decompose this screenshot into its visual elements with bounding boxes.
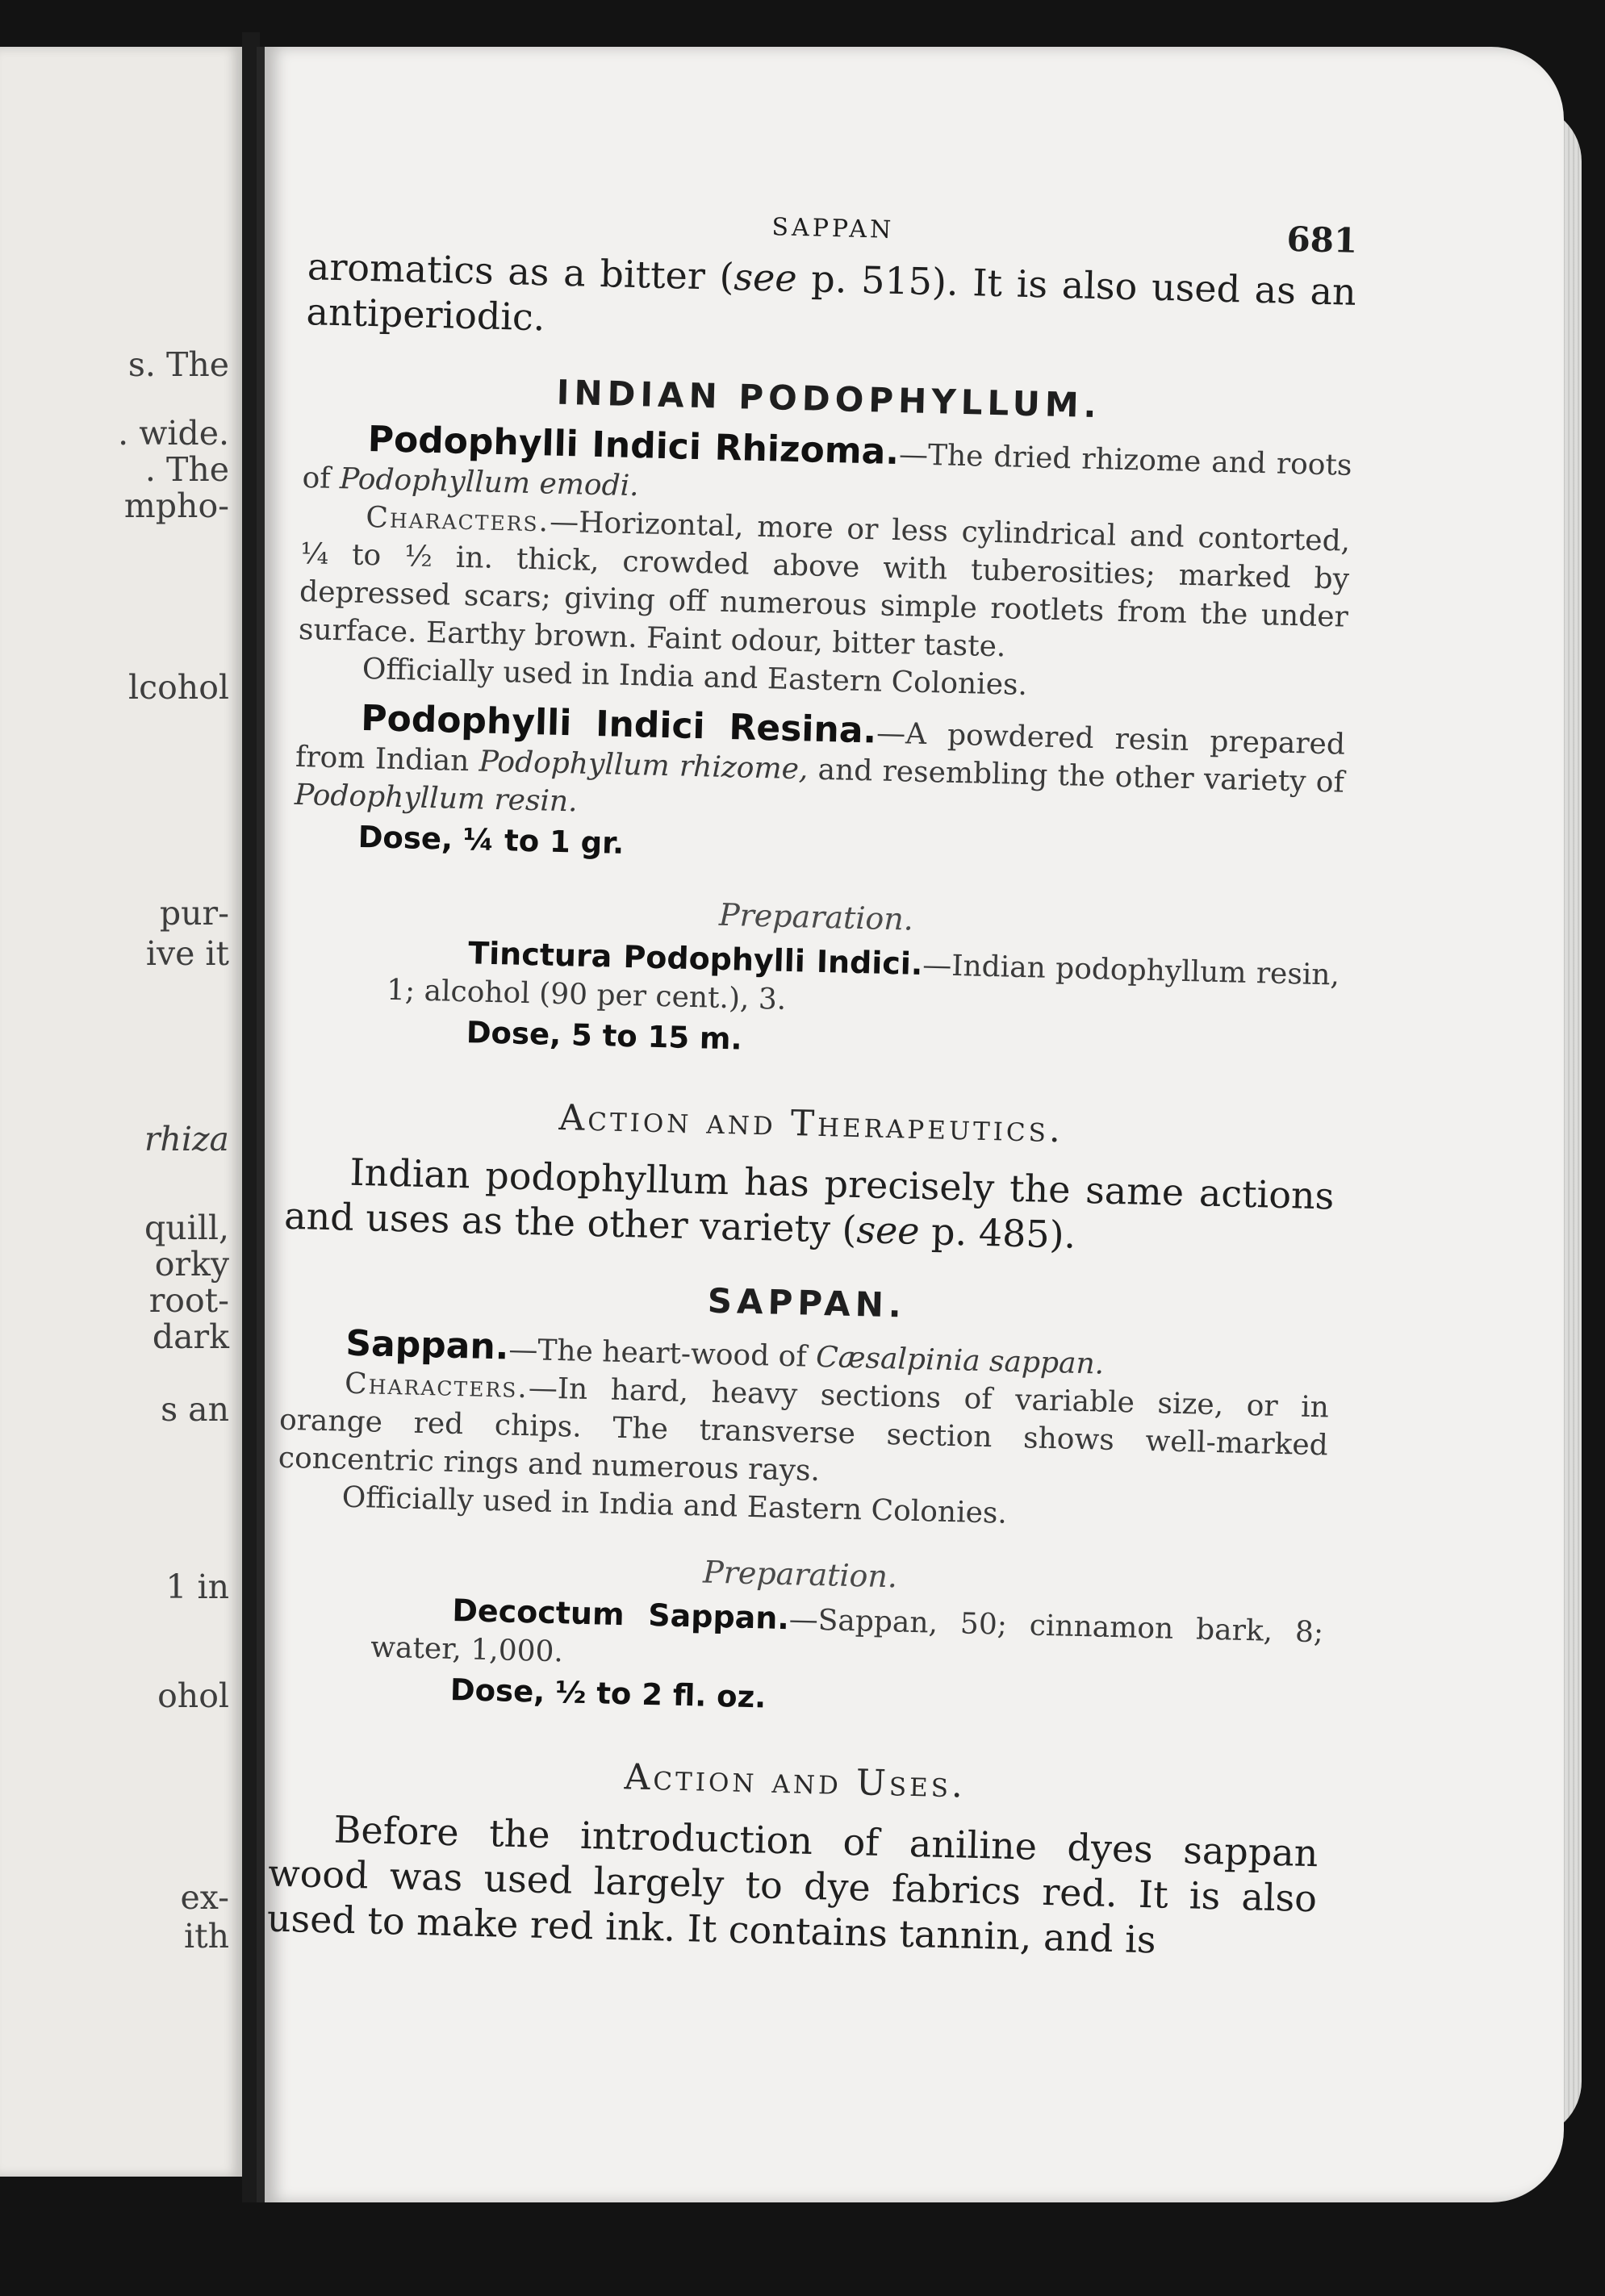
intro-text-2: p. 515). It is also used as an antiperiodic. [306,256,1357,340]
action-text: Indian podophyllum has precisely the same actions and uses as the other variety ( [283,1150,1335,1252]
left-page-fragment: ex- [180,1878,229,1917]
preparation-heading: Preparation. [718,896,914,937]
action-paragraph [284,1148,1335,1264]
resina-species-2: Podophyllum resin. [294,778,579,819]
rhizoma-species: Podophyllum emodi. [339,462,640,503]
left-page-fragment: ith [184,1917,229,1956]
decoctum-dose: Dose, ½ to 2 fl. oz. [449,1672,767,1715]
characters-label: Characters. [365,500,550,539]
intro-text: aromatics as a bitter ( [307,244,735,299]
rhizoma-title: Podophylli Indici Rhizoma. [367,418,900,474]
sappan-desc: —The heart-wood of [508,1333,817,1374]
left-page-fragment: rhiza [144,1120,229,1158]
left-page-fragment: pur- [159,894,229,933]
action-heading: Action and Therapeutics. [558,1097,1064,1151]
decoctum-desc: —Sappan, 50; cinnamon bark, 8; water, 1,000. [370,1603,1324,1669]
left-page-fragment: . wide. [118,414,229,453]
action-see: see [855,1208,921,1253]
left-page-fragment: 1 in [165,1568,229,1606]
intro-see: see [733,255,798,300]
left-page-fragment: lcohol [128,668,229,707]
sappan-species: Cæsalpinia sappan. [815,1340,1105,1381]
left-page-fragment: mpho- [123,486,229,525]
characters-label: Characters. [344,1367,529,1405]
left-page-fragment: orky [154,1245,229,1284]
previous-page [0,47,242,2177]
rhizoma-characters [298,497,1350,674]
sappan-title: Sappan. [345,1322,510,1368]
resina-dose: Dose, ¼ to 1 gr. [357,819,625,861]
left-page-fragment: s. The [127,345,229,384]
rhizoma-desc: —The dried rhizome and roots of [302,438,1352,496]
preparation-heading: Preparation. [702,1554,898,1595]
left-page-fragment: s an [161,1390,229,1429]
left-page-fragment: ohol [157,1676,229,1715]
section-heading-sappan: SAPPAN. [707,1280,907,1325]
running-head-title: SAPPAN [771,213,895,244]
left-page-fragment: ive it [145,934,229,973]
resina-desc-2: and resembling the other variety of [807,753,1345,799]
resina-title: Podophylli Indici Resina. [360,697,877,752]
characters-text: —Horizontal, more or less cylindrical and contorted, ¼ to ½ in. thick, crowded above with tuberosities; marked by depressed scars; giving off numerous simple rootlets from the under surface. Earthy brown. Faint odour, bitter taste. [298,505,1351,664]
rhizoma-official: Officially used in India and Eastern Colonies. [362,652,1028,703]
sappan-official: Officially used in India and Eastern Colonies. [341,1480,1008,1530]
left-page-fragment: . The [144,450,229,489]
resina-species-1: Podophyllum rhizome, [479,745,809,787]
resina-desc: —A powdered resin prepared from Indian [295,716,1346,779]
action-text-2: p. 485). [918,1209,1076,1257]
page-content [266,195,1357,1966]
section-heading-indian-podophyllum: INDIAN PODOPHYLLUM. [556,372,1102,426]
tinctura-desc: —Indian podophyllum resin, 1; alcohol (90 per cent.), 3. [386,948,1340,1017]
decoctum-title: Decoctum Sappan. [451,1592,790,1637]
left-page-fragment: quill, [144,1209,229,1247]
characters-text: —In hard, heavy sections of variable size, or in orange red chips. The transverse section shows well-marked concentric rings and numerous rays. [278,1371,1330,1488]
action-uses-heading: Action and Uses. [624,1756,967,1806]
left-page-fragment: dark [152,1317,229,1356]
action-uses-paragraph: Before the introduction of aniline dyes sappan wood was used largely to dye fabrics red. It is also used to make red ink. It contains tannin, and is [266,1807,1319,1962]
tinctura-dose: Dose, 5 to 15 m. [466,1015,743,1057]
tinctura-title: Tinctura Podophylli Indici. [467,935,923,982]
left-page-fragment: root- [148,1281,229,1320]
book-page [257,47,1564,2202]
page-number: 681 [1285,219,1358,261]
